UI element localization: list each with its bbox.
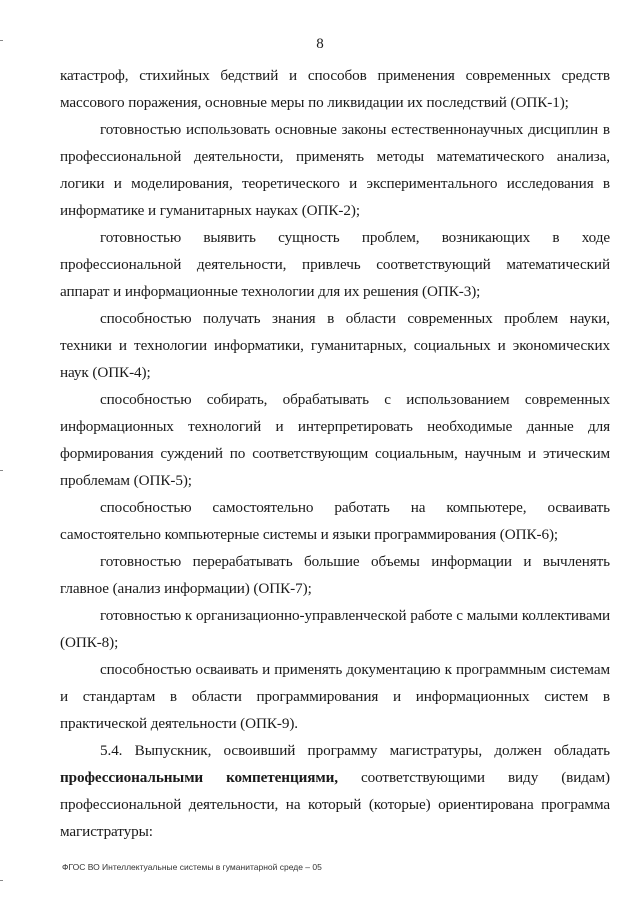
section-5-4-rest: соответствующими виду (видам) профессиональной деятельности, на который (которые) ориентирована программа магистратуры: [60,769,610,840]
footer-text: ФГОС ВО Интеллектуальные системы в гуманитарной среде – 05 [62,862,322,872]
paragraph-opk-2: готовностью использовать основные законы естественнонаучных дисциплин в профессиональной деятельности, применять методы математического анализа, логики и моделирования, теоретического и экспериментального исследования в информатике и гуманитарных науках (ОПК-2); [60,121,610,219]
paragraph-opk-8: готовностью к организационно-управленческой работе с малыми коллективами (ОПК-8); [60,607,610,651]
scan-edge-mark [0,470,3,471]
paragraph-opk-1: катастроф, стихийных бедствий и способов применения современных средств массового поражения, основные меры по ликвидации их последствий (ОПК-1); [60,67,610,111]
section-5-4-bold-term: профессиональными компетенциями, [60,769,338,786]
paragraph-opk-9: способностью осваивать и применять документацию к программным системам и стандартам в области программирования и информационных систем в практической деятельности (ОПК-9). [60,661,610,732]
paragraph-opk-6: способностью самостоятельно работать на компьютере, осваивать самостоятельно компьютерные системы и языки программирования (ОПК-6); [60,499,610,543]
document-body [60,62,610,845]
paragraph-opk-7: готовностью перерабатывать большие объемы информации и вычленять главное (анализ информации) (ОПК-7); [60,553,610,597]
page-number: 8 [316,36,324,52]
paragraph-opk-4: способностью получать знания в области современных проблем науки, техники и технологии информатики, гуманитарных, социальных и экономических наук (ОПК-4); [60,310,610,381]
paragraph-opk-5: способностью собирать, обрабатывать с использованием современных информационных технологий и интерпретировать необходимые данные для формирования суждений по соответствующим социальным, научным и этическим проблемам (ОПК-5); [60,391,610,489]
scan-edge-mark [0,880,3,881]
scan-edge-mark [0,40,3,41]
paragraph-opk-3: готовностью выявить сущность проблем, возникающих в ходе профессиональной деятельности, привлечь соответствующий математический аппарат и информационные технологии для их решения (ОПК-3); [60,229,610,300]
section-5-4-lead: 5.4. Выпускник, освоивший программу магистратуры, должен обладать [100,742,610,759]
paragraph-section-5-4 [60,737,610,845]
